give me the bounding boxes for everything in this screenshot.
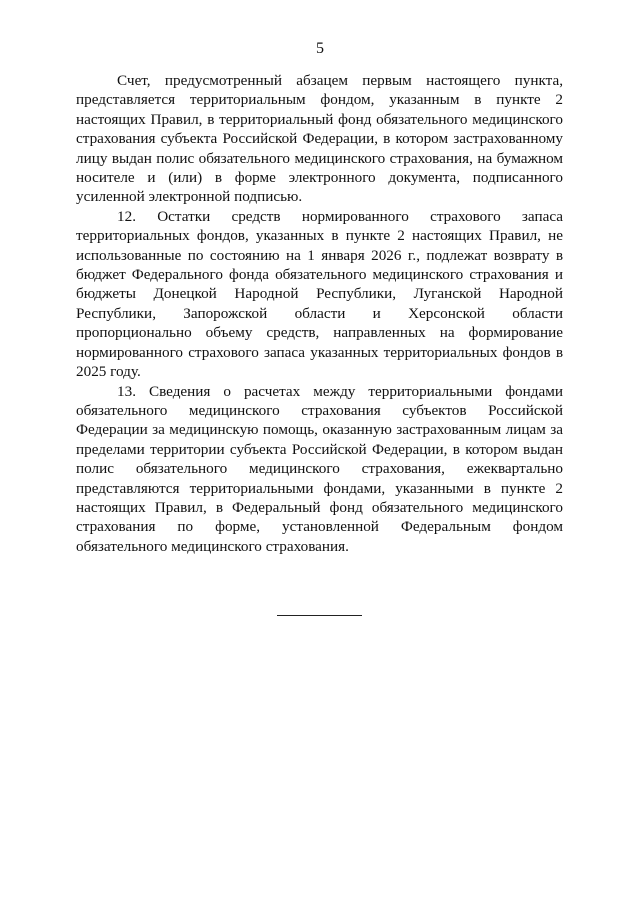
paragraph-item-12: 12. Остатки средств нормированного страхового запаса территориальных фондов, указанных в пункте 2 настоящих Правил, не использованные по состоянию на 1 января 2026 г., подлежат возврату в бюджет Федерального фонда обязательного медицинского страхования и бюджеты Донецкой Народной Республики, Луганской Народной Республики, Запорожской области и Херсонской области пропорционально объему средств, направленных на формирование нормированного страхового запаса указанных территориальных фондов в 2025 году. xyxy=(76,207,563,381)
paragraph-account-submission: Счет, предусмотренный абзацем первым настоящего пункта, представляется территориальным фондом, указанным в пункте 2 настоящих Правил, в территориальный фонд обязательного медицинского страхования субъекта Российской Федерации, в котором застрахованному лицу выдан полис обязательного медицинского страхования, на бумажном носителе и (или) в форме электронного документа, подписанного усиленной электронной подписью. xyxy=(76,72,563,206)
end-separator-line xyxy=(277,615,362,616)
document-body xyxy=(76,71,563,556)
paragraph-item-13: 13. Сведения о расчетах между территориальными фондами обязательного медицинского страхования субъектов Российской Федерации за медицинскую помощь, оказанную застрахованным лицам за пределами территории субъекта Российской Федерации, в котором выдан полис обязательного медицинского страхования, ежеквартально представляются территориальными фондами, указанными в пункте 2 настоящих Правил, в Федеральный фонд обязательного медицинского страхования по форме, установленной Федеральным фондом обязательного медицинского страхования. xyxy=(76,382,563,555)
page-number: 5 xyxy=(316,40,324,57)
